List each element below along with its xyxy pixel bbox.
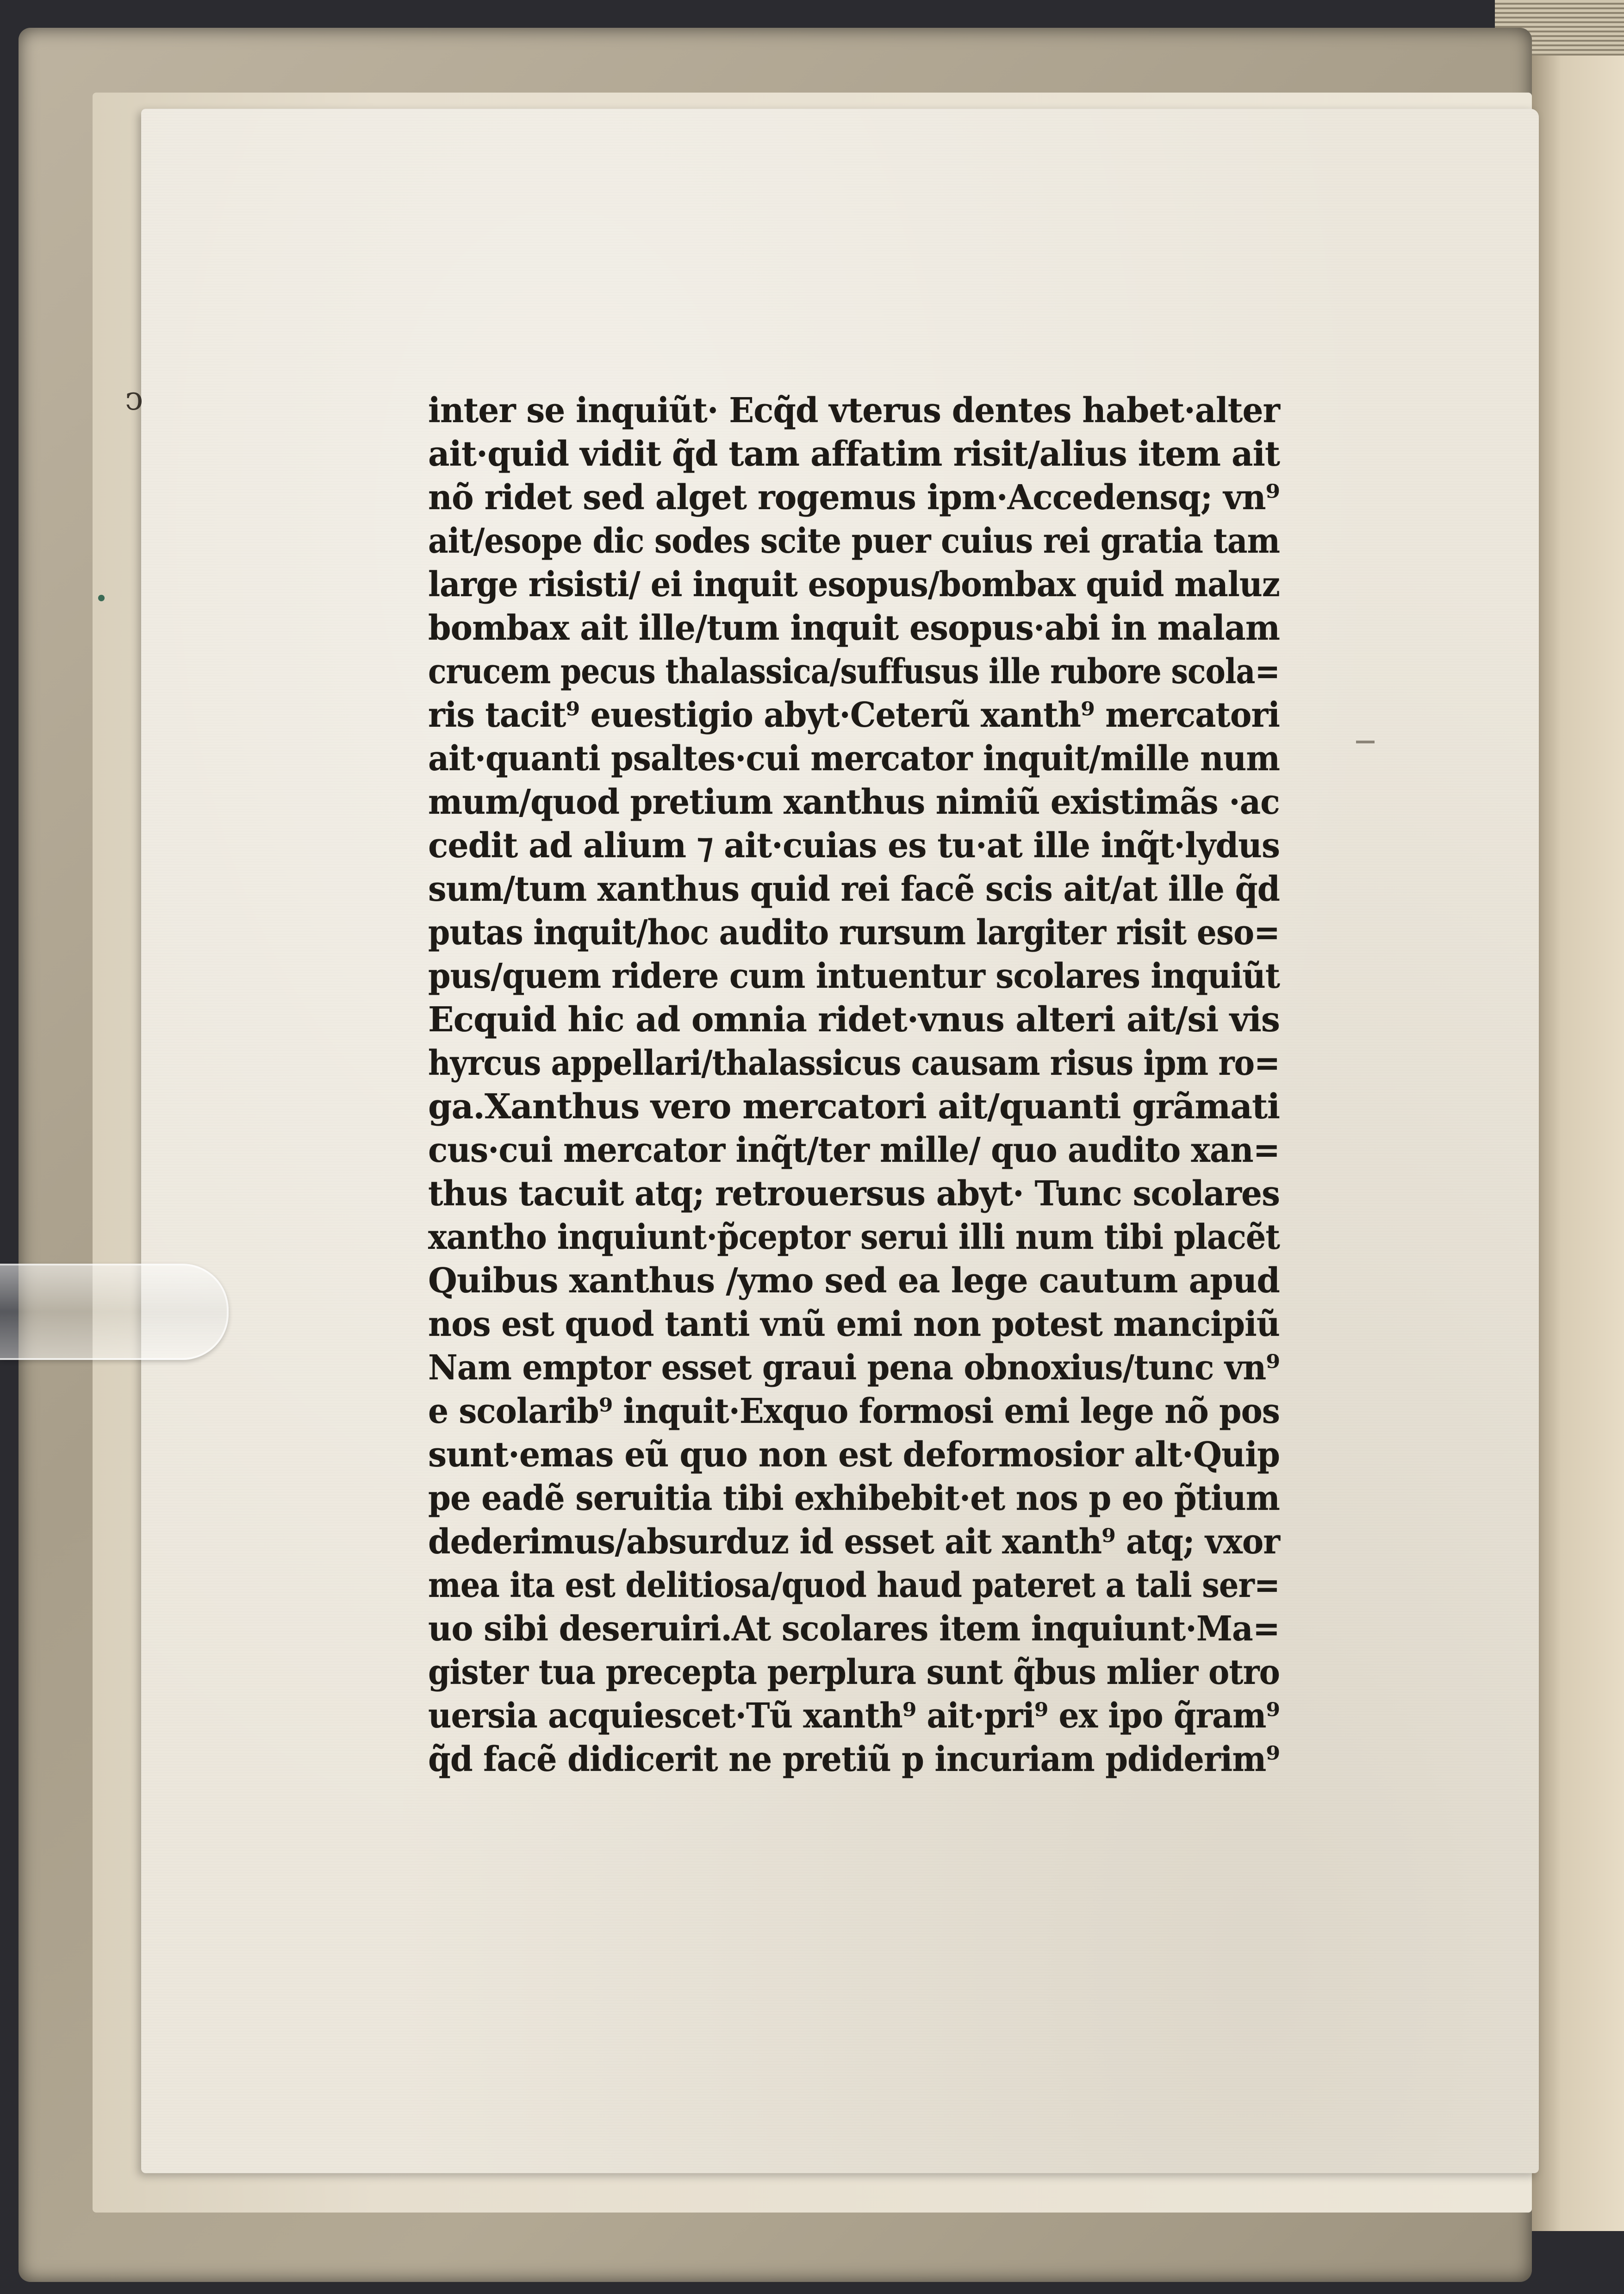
plastic-clip <box>0 1264 229 1360</box>
text-line: ga.Xanthus vero mercatori ait/quanti grãmati <box>428 1087 1280 1127</box>
text-line: ris tacit⁹ euestigio abyt·Ceterũ xanth⁹ mercatori <box>428 695 1280 735</box>
text-line: large risisti/ ei inquit esopus/bombax quid maluz <box>428 565 1280 605</box>
text-line: q̃d facẽ didicerit ne pretiũ p incuriam pdiderim⁹ <box>428 1739 1280 1779</box>
margin-dash <box>1356 741 1375 743</box>
paper-speck <box>98 595 105 601</box>
text-line: nõ ridet sed alget rogemus ipm·Accedensq; vn⁹ <box>428 478 1280 517</box>
text-line: gister tua precepta perplura sunt q̃bus mlier otro <box>428 1652 1280 1692</box>
text-line: uersia acquiescet·Tũ xanth⁹ ait·pri⁹ ex ipo q̃ram⁹ <box>428 1696 1280 1736</box>
text-line: bombax ait ille/tum inquit esopus·abi in malam <box>428 608 1280 648</box>
text-line: cus·cui mercator inq̃t/ter mille/ quo audito xan= <box>428 1130 1280 1170</box>
text-line: ait/esope dic sodes scite puer cuius rei gratia tam <box>428 521 1280 561</box>
text-line: putas inquit/hoc audito rursum largiter risit eso= <box>428 913 1280 953</box>
text-line: Ecquid hic ad omnia ridet·vnus alteri ait/si vis <box>428 1000 1280 1040</box>
text-line: mea ita est delitiosa/quod haud pateret a tali ser= <box>428 1565 1280 1605</box>
text-line: hyrcus appellari/thalassicus causam risus ipm ro= <box>428 1043 1280 1083</box>
text-line: inter se inquiũt· Ecq̃d vterus dentes habet·alter <box>428 391 1280 430</box>
text-line: cedit ad alium ⁊ ait·cuias es tu·at ille inq̃t·lydus <box>428 826 1280 866</box>
text-line: xantho inquiunt·p̃ceptor serui illi num tibi placẽt <box>428 1217 1280 1257</box>
text-line: mum/quod pretium xanthus nimiũ existimãs ·ac <box>428 782 1280 822</box>
text-line: ait·quanti psaltes·cui mercator inquit/mille num <box>428 739 1280 779</box>
text-line: Nam emptor esset graui pena obnoxius/tunc vn⁹ <box>428 1348 1280 1388</box>
text-line: sunt·emas eũ quo non est deformosior alt·Quip <box>428 1435 1280 1475</box>
text-block <box>428 389 1280 1781</box>
text-line: crucem pecus thalassica/suffusus ille rubore scola= <box>428 652 1280 692</box>
text-line: pus/quem ridere cum intuentur scolares inquiũt <box>428 956 1280 996</box>
text-line: ait·quid vidit q̃d tam affatim risit/alius item ait <box>428 434 1280 474</box>
text-line: pe eadẽ seruitia tibi exhibebit·et nos p eo p̃tium <box>428 1478 1280 1518</box>
facing-page-edge <box>1527 56 1624 2231</box>
text-line: dederimus/absurduz id esset ait xanth⁹ atq; vxor <box>428 1522 1280 1562</box>
text-line: Quibus xanthus /ymo sed ea lege cautum apud <box>428 1261 1280 1301</box>
text-line: uo sibi deseruiri.At scolares item inquiunt·Ma= <box>428 1609 1280 1649</box>
text-line: sum/tum xanthus quid rei facẽ scis ait/at ille q̃d <box>428 869 1280 909</box>
text-line: e scolarib⁹ inquit·Exquo formosi emi lege nõ pos <box>428 1391 1280 1431</box>
text-line: nos est quod tanti vnũ emi non potest mancipiũ <box>428 1304 1280 1344</box>
text-line: thus tacuit atq; retrouersus abyt· Tunc scolares <box>428 1174 1280 1214</box>
margin-mark: ↄ <box>125 380 143 418</box>
